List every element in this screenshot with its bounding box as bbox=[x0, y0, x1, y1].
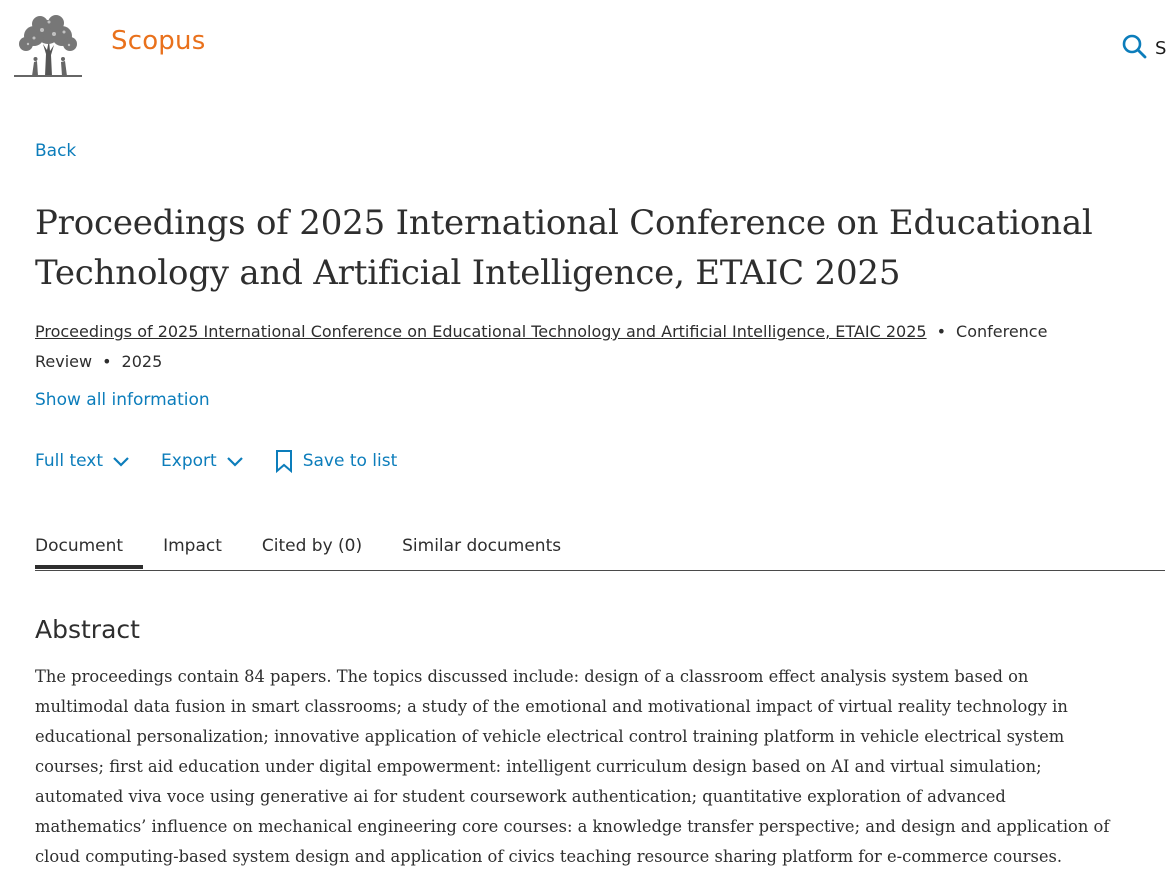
document-actions bbox=[35, 449, 427, 473]
export-button[interactable] bbox=[161, 451, 245, 471]
tab-impact[interactable]: Impact bbox=[163, 536, 222, 556]
full-text-label: Full text bbox=[35, 451, 104, 471]
abstract-text: The proceedings contain 84 papers. The topics discussed include: design of a classroom effect analysis system based on multimodal data fusion in smart classrooms; a study of the emotional and motivational impact of virtual reality technology in educational personalization; innovative application of vehicle electrical control training platform in vehicle electrical system courses; first aid education under digital empowerment: intelligent curriculum design based on AI and virtual simulation; automated viva voce using generative ai for student coursework authentication; quantitative exploration of advanced mathematics’ influence on mechanical engineering core courses: a knowledge transfer perspective; and design and application of cloud computing-based system design and application of civics teaching resource sharing platform for e-commerce courses. bbox=[35, 667, 1110, 866]
save-to-list-button[interactable] bbox=[275, 449, 398, 473]
document-title: Proceedings of 2025 International Conference on Educational Technology and Artificial Intelligence, ETAIC 2025 bbox=[35, 203, 1093, 293]
export-label: Export bbox=[161, 451, 217, 471]
abstract-heading: Abstract bbox=[35, 615, 140, 644]
meta-separator: • bbox=[936, 322, 947, 341]
scopus-brand[interactable]: Scopus bbox=[111, 26, 206, 56]
search-button[interactable] bbox=[1121, 33, 1166, 63]
chevron-down-icon bbox=[225, 454, 245, 468]
tab-similar-documents[interactable]: Similar documents bbox=[402, 536, 562, 556]
tab-document[interactable]: Document bbox=[35, 536, 123, 568]
top-header bbox=[0, 0, 1165, 90]
meta-separator: • bbox=[102, 352, 112, 371]
document-meta bbox=[35, 317, 1145, 377]
chevron-down-icon bbox=[111, 454, 131, 468]
elsevier-tree-logo[interactable] bbox=[12, 14, 84, 78]
document-type: Conference Review bbox=[35, 322, 1048, 371]
full-text-button[interactable] bbox=[35, 451, 131, 471]
save-to-list-label: Save to list bbox=[302, 451, 398, 471]
source-title-link[interactable]: Proceedings of 2025 International Conference on Educational Technology and Artificial Intelligence, ETAIC 2025 bbox=[35, 322, 927, 341]
search-icon bbox=[1121, 33, 1147, 63]
document-year: 2025 bbox=[121, 352, 163, 371]
search-label: S bbox=[1155, 37, 1166, 59]
document-tabs bbox=[35, 536, 1165, 571]
show-all-information-link[interactable]: Show all information bbox=[35, 390, 210, 410]
tab-cited-by[interactable]: Cited by (0) bbox=[261, 536, 363, 556]
back-link[interactable]: Back bbox=[35, 141, 77, 161]
bookmark-icon bbox=[275, 449, 293, 473]
